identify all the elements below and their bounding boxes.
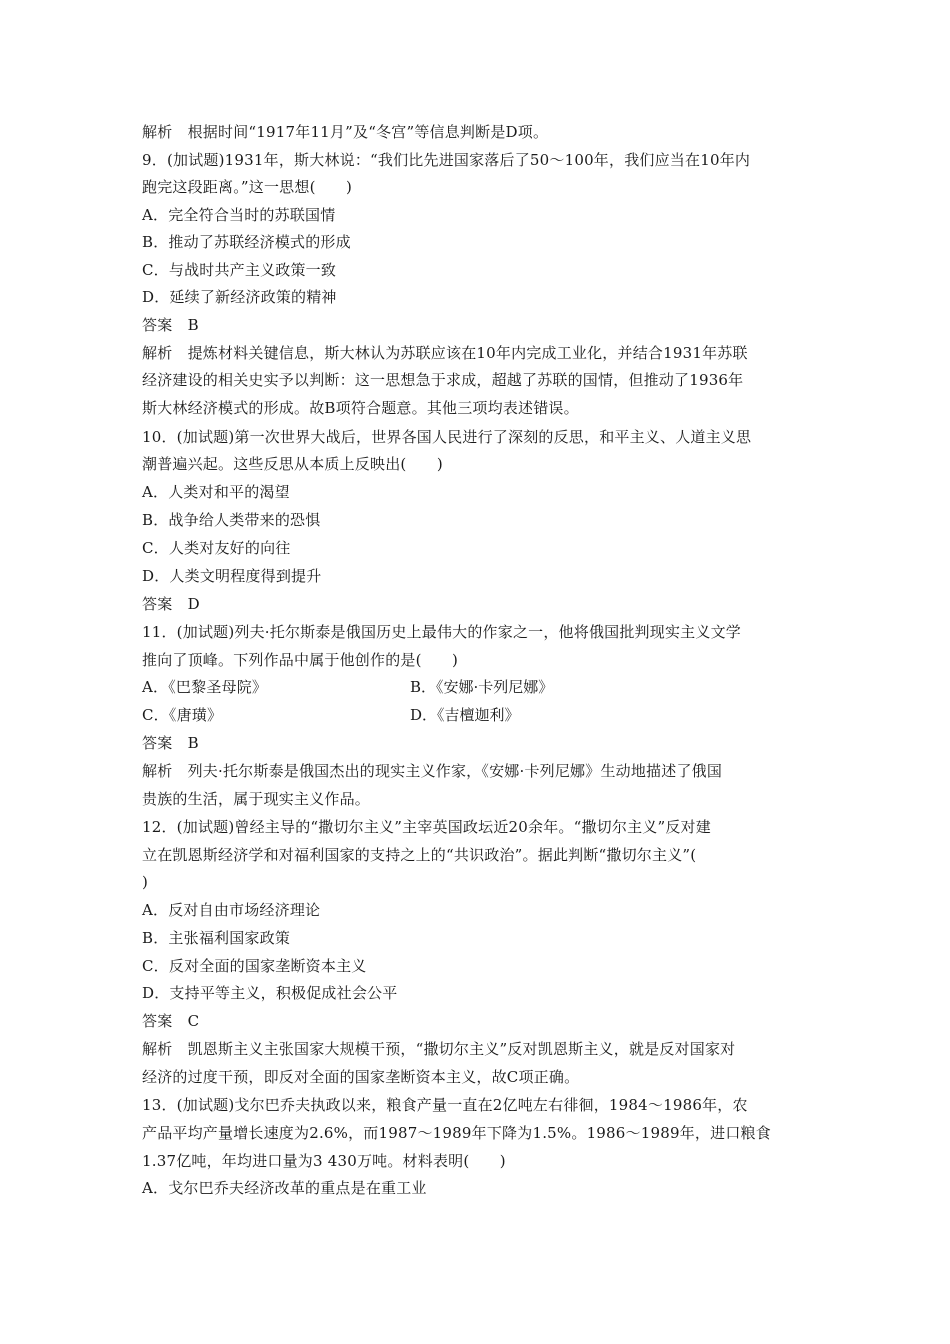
q8-analysis-line-1: 解析 根据时间“1917年11月”及“冬宫”等信息判断是D项。 bbox=[142, 123, 549, 141]
q12-stem-line-3: ) bbox=[142, 873, 149, 891]
q10-answer: 答案 D bbox=[142, 595, 200, 613]
q9-answer: 答案 B bbox=[142, 316, 199, 334]
q9-analysis-line-2: 经济建设的相关史实予以判断：这一思想急于求成，超越了苏联的国情，但推动了1936年 bbox=[142, 371, 744, 389]
q12-option-c: C．反对全面的国家垄断资本主义 bbox=[142, 957, 367, 975]
q10-option-c: C．人类对友好的向往 bbox=[142, 539, 291, 557]
q11-option-a: A．《巴黎圣母院》 bbox=[142, 678, 268, 696]
q9-option-b: B．推动了苏联经济模式的形成 bbox=[142, 233, 351, 251]
q10-stem-line-1: 10．(加试题)第一次世界大战后，世界各国人民进行了深刻的反思，和平主义、人道主义思 bbox=[142, 428, 752, 446]
q11-option-c: C．《唐璜》 bbox=[142, 706, 223, 724]
q9-analysis-line-3: 斯大林经济模式的形成。故B项符合题意。其他三项均表述错误。 bbox=[142, 399, 579, 417]
q10-option-b: B．战争给人类带来的恐惧 bbox=[142, 511, 321, 529]
q13-option-a: A．戈尔巴乔夫经济改革的重点是在重工业 bbox=[142, 1179, 427, 1197]
q9-stem-line-2: 跑完这段距离。”这一思想( ) bbox=[142, 178, 353, 196]
q9-analysis-line-1: 解析 提炼材料关键信息，斯大林认为苏联应该在10年内完成工业化，并结合1931年苏联 bbox=[142, 344, 748, 362]
q13-stem-line-1: 13．(加试题)戈尔巴乔夫执政以来，粮食产量一直在2亿吨左右徘徊，1984～1986年，农 bbox=[142, 1096, 748, 1114]
q13-stem-line-3: 1.37亿吨，年均进口量为3 430万吨。材料表明( ) bbox=[142, 1152, 506, 1170]
q9-stem-line-1: 9．(加试题)1931年，斯大林说：“我们比先进国家落后了50～100年，我们应当在10年内 bbox=[142, 151, 751, 169]
q9-option-d: D．延续了新经济政策的精神 bbox=[142, 288, 337, 306]
q12-stem-line-2: 立在凯恩斯经济学和对福利国家的支持之上的“共识政治”。据此判断“撒切尔主义”( bbox=[142, 846, 697, 864]
q12-analysis-line-1: 解析 凯恩斯主义主张国家大规模干预，“撒切尔主义”反对凯恩斯主义，就是反对国家对 bbox=[142, 1040, 736, 1058]
q12-option-d: D．支持平等主义，积极促成社会公平 bbox=[142, 984, 398, 1002]
q10-stem-line-2: 潮普遍兴起。这些反思从本质上反映出( ) bbox=[142, 455, 443, 473]
q12-option-b: B．主张福利国家政策 bbox=[142, 929, 291, 947]
q13-stem-line-2: 产品平均产量增长速度为2.6%，而1987～1989年下降为1.5%。1986～1989年，进口粮食 bbox=[142, 1124, 771, 1142]
q11-option-d: D．《吉檀迦利》 bbox=[410, 706, 520, 724]
q11-stem-line-1: 11．(加试题)列夫·托尔斯泰是俄国历史上最伟大的作家之一，他将俄国批判现实主义文学 bbox=[142, 623, 741, 641]
q11-stem-line-2: 推向了顶峰。下列作品中属于他创作的是( ) bbox=[142, 651, 459, 669]
q12-answer: 答案 C bbox=[142, 1012, 200, 1030]
q11-analysis-line-2: 贵族的生活，属于现实主义作品。 bbox=[142, 790, 371, 808]
q12-analysis-line-2: 经济的过度干预，即反对全面的国家垄断资本主义，故C项正确。 bbox=[142, 1068, 580, 1086]
q12-option-a: A．反对自由市场经济理论 bbox=[142, 901, 321, 919]
q9-option-c: C．与战时共产主义政策一致 bbox=[142, 261, 337, 279]
q11-analysis-line-1: 解析 列夫·托尔斯泰是俄国杰出的现实主义作家，《安娜·卡列尼娜》生动地描述了俄国 bbox=[142, 762, 723, 780]
q10-option-d: D．人类文明程度得到提升 bbox=[142, 567, 322, 585]
q12-stem-line-1: 12．(加试题)曾经主导的“撒切尔主义”主宰英国政坛近20余年。“撒切尔主义”反对建 bbox=[142, 818, 711, 836]
q11-option-b: B．《安娜·卡列尼娜》 bbox=[410, 678, 554, 696]
q11-answer: 答案 B bbox=[142, 734, 199, 752]
q10-option-a: A．人类对和平的渴望 bbox=[142, 483, 290, 501]
q9-option-a: A．完全符合当时的苏联国情 bbox=[142, 206, 336, 224]
